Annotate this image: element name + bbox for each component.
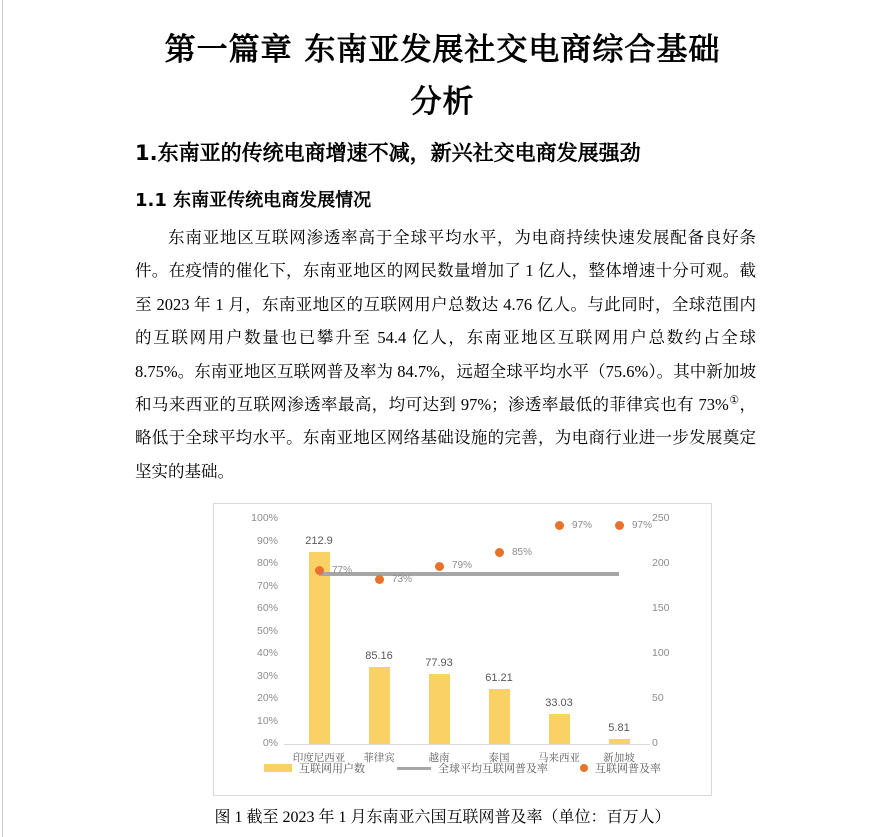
bar-越南 [429,674,450,744]
legend-item-internet-users [264,760,365,776]
dot-value-label: 97% [572,519,593,531]
dot-value-label: 73% [392,573,413,585]
dot-swatch-icon [580,764,588,772]
legend-item-global-average [397,760,548,776]
bar-value-label: 61.21 [485,671,513,684]
dot-value-label: 85% [512,546,533,558]
dot-菲律宾 [375,575,384,584]
figure-caption: 图 1 截至 2023 年 1 月东南亚六国互联网普及率（单位：百万人） [214,809,671,826]
right-axis-tick: 150 [652,602,670,614]
category-label: 马来西亚 [538,752,580,764]
right-axis-tick: 100 [652,647,670,659]
dot-泰国 [495,548,504,557]
left-axis-tick: 100% [251,512,278,524]
category-label: 菲律宾 [363,752,395,764]
global-average-line [319,572,619,576]
right-axis-tick: 50 [652,692,664,704]
paragraph-text-part1: 东南亚地区互联网渗透率高于全球平均水平，为电商持续快速发展配备良好条件。在疫情的催化下，东南亚地区的网民数量增加了 1 亿人，整体增速十分可观。截至 2023 年 1 月，东南亚地区的互联网用户总数达 4.76 亿人。与此同时，全球范围内的互联网用户数量也已攀升至 54.4 亿人，东南亚地区互联网用户总数约占全球 8.75%。东南亚地区互联网普及率为 84.7%，远超全球平均水平（75.6%）。其中新加坡和马来西亚的互联网渗透率最高，均可达到 97%；渗透率最低的菲律宾也有 73% [135,228,756,415]
x-axis-line [284,744,650,745]
left-axis-tick: 10% [256,714,278,727]
dot-印度尼西亚 [315,566,324,575]
chapter-title-line2: 分析 [410,84,475,120]
left-axis-tick: 0% [262,737,278,749]
footnote-marker: ① [728,394,740,407]
dot-新加坡 [615,521,624,530]
legend-label: 互联网用户数 [299,763,365,775]
legend-label: 互联网普及率 [595,763,661,775]
bar-印度尼西亚 [309,552,330,744]
bar-value-label: 77.93 [425,656,453,669]
chart-legend [214,760,711,776]
bar-新加坡 [609,739,630,744]
left-axis-tick: 80% [256,557,278,569]
left-axis-tick: 90% [256,534,278,547]
category-label: 新加坡 [603,752,635,764]
bar-value-label: 5.81 [608,721,630,734]
right-axis-tick: 250 [652,512,670,524]
paragraph-text-part2: ，略低于全球平均水平。东南亚地区网络基础设施的完善，为电商行业进一步发展奠定坚实的基础。 [135,395,756,481]
dot-value-label: 79% [452,560,473,572]
left-axis-tick: 60% [256,602,278,614]
dot-value-label: 97% [632,519,653,531]
category-label: 印度尼西亚 [292,752,346,764]
bar-马来西亚 [549,714,570,744]
figure-chart [213,503,712,796]
right-axis-tick: 0 [652,737,658,749]
dot-value-label: 77% [332,564,353,576]
bar-value-label: 85.16 [365,650,393,663]
bar-菲律宾 [369,667,390,744]
left-axis-tick: 20% [256,692,278,704]
chapter-title-line1: 第一篇章 东南亚发展社交电商综合基础 [164,32,721,68]
category-label: 泰国 [488,752,510,764]
dot-越南 [435,562,444,571]
chapter-title [0,24,885,128]
bar-value-label: 33.03 [545,697,573,710]
left-axis-tick: 30% [256,669,278,682]
left-axis-tick: 40% [256,647,278,659]
right-axis-tick: 200 [652,557,670,569]
category-label: 越南 [428,752,450,764]
left-axis-tick: 70% [256,579,278,592]
chart-plot-area [214,504,711,795]
dot-马来西亚 [555,521,564,530]
bar-swatch-icon [264,764,292,772]
line-swatch-icon [397,767,431,770]
paragraph-internet-penetration [135,221,756,488]
section-heading: 1.东南亚的传统电商增速不减，新兴社交电商发展强劲 [135,141,641,165]
legend-label: 全球平均互联网普及率 [438,763,548,775]
bar-泰国 [489,689,510,744]
bar-value-label: 212.9 [305,535,333,548]
left-axis-tick: 50% [256,624,278,637]
legend-item-penetration-rate [580,760,661,776]
subsection-heading: 1.1 东南亚传统电商发展情况 [135,190,372,211]
